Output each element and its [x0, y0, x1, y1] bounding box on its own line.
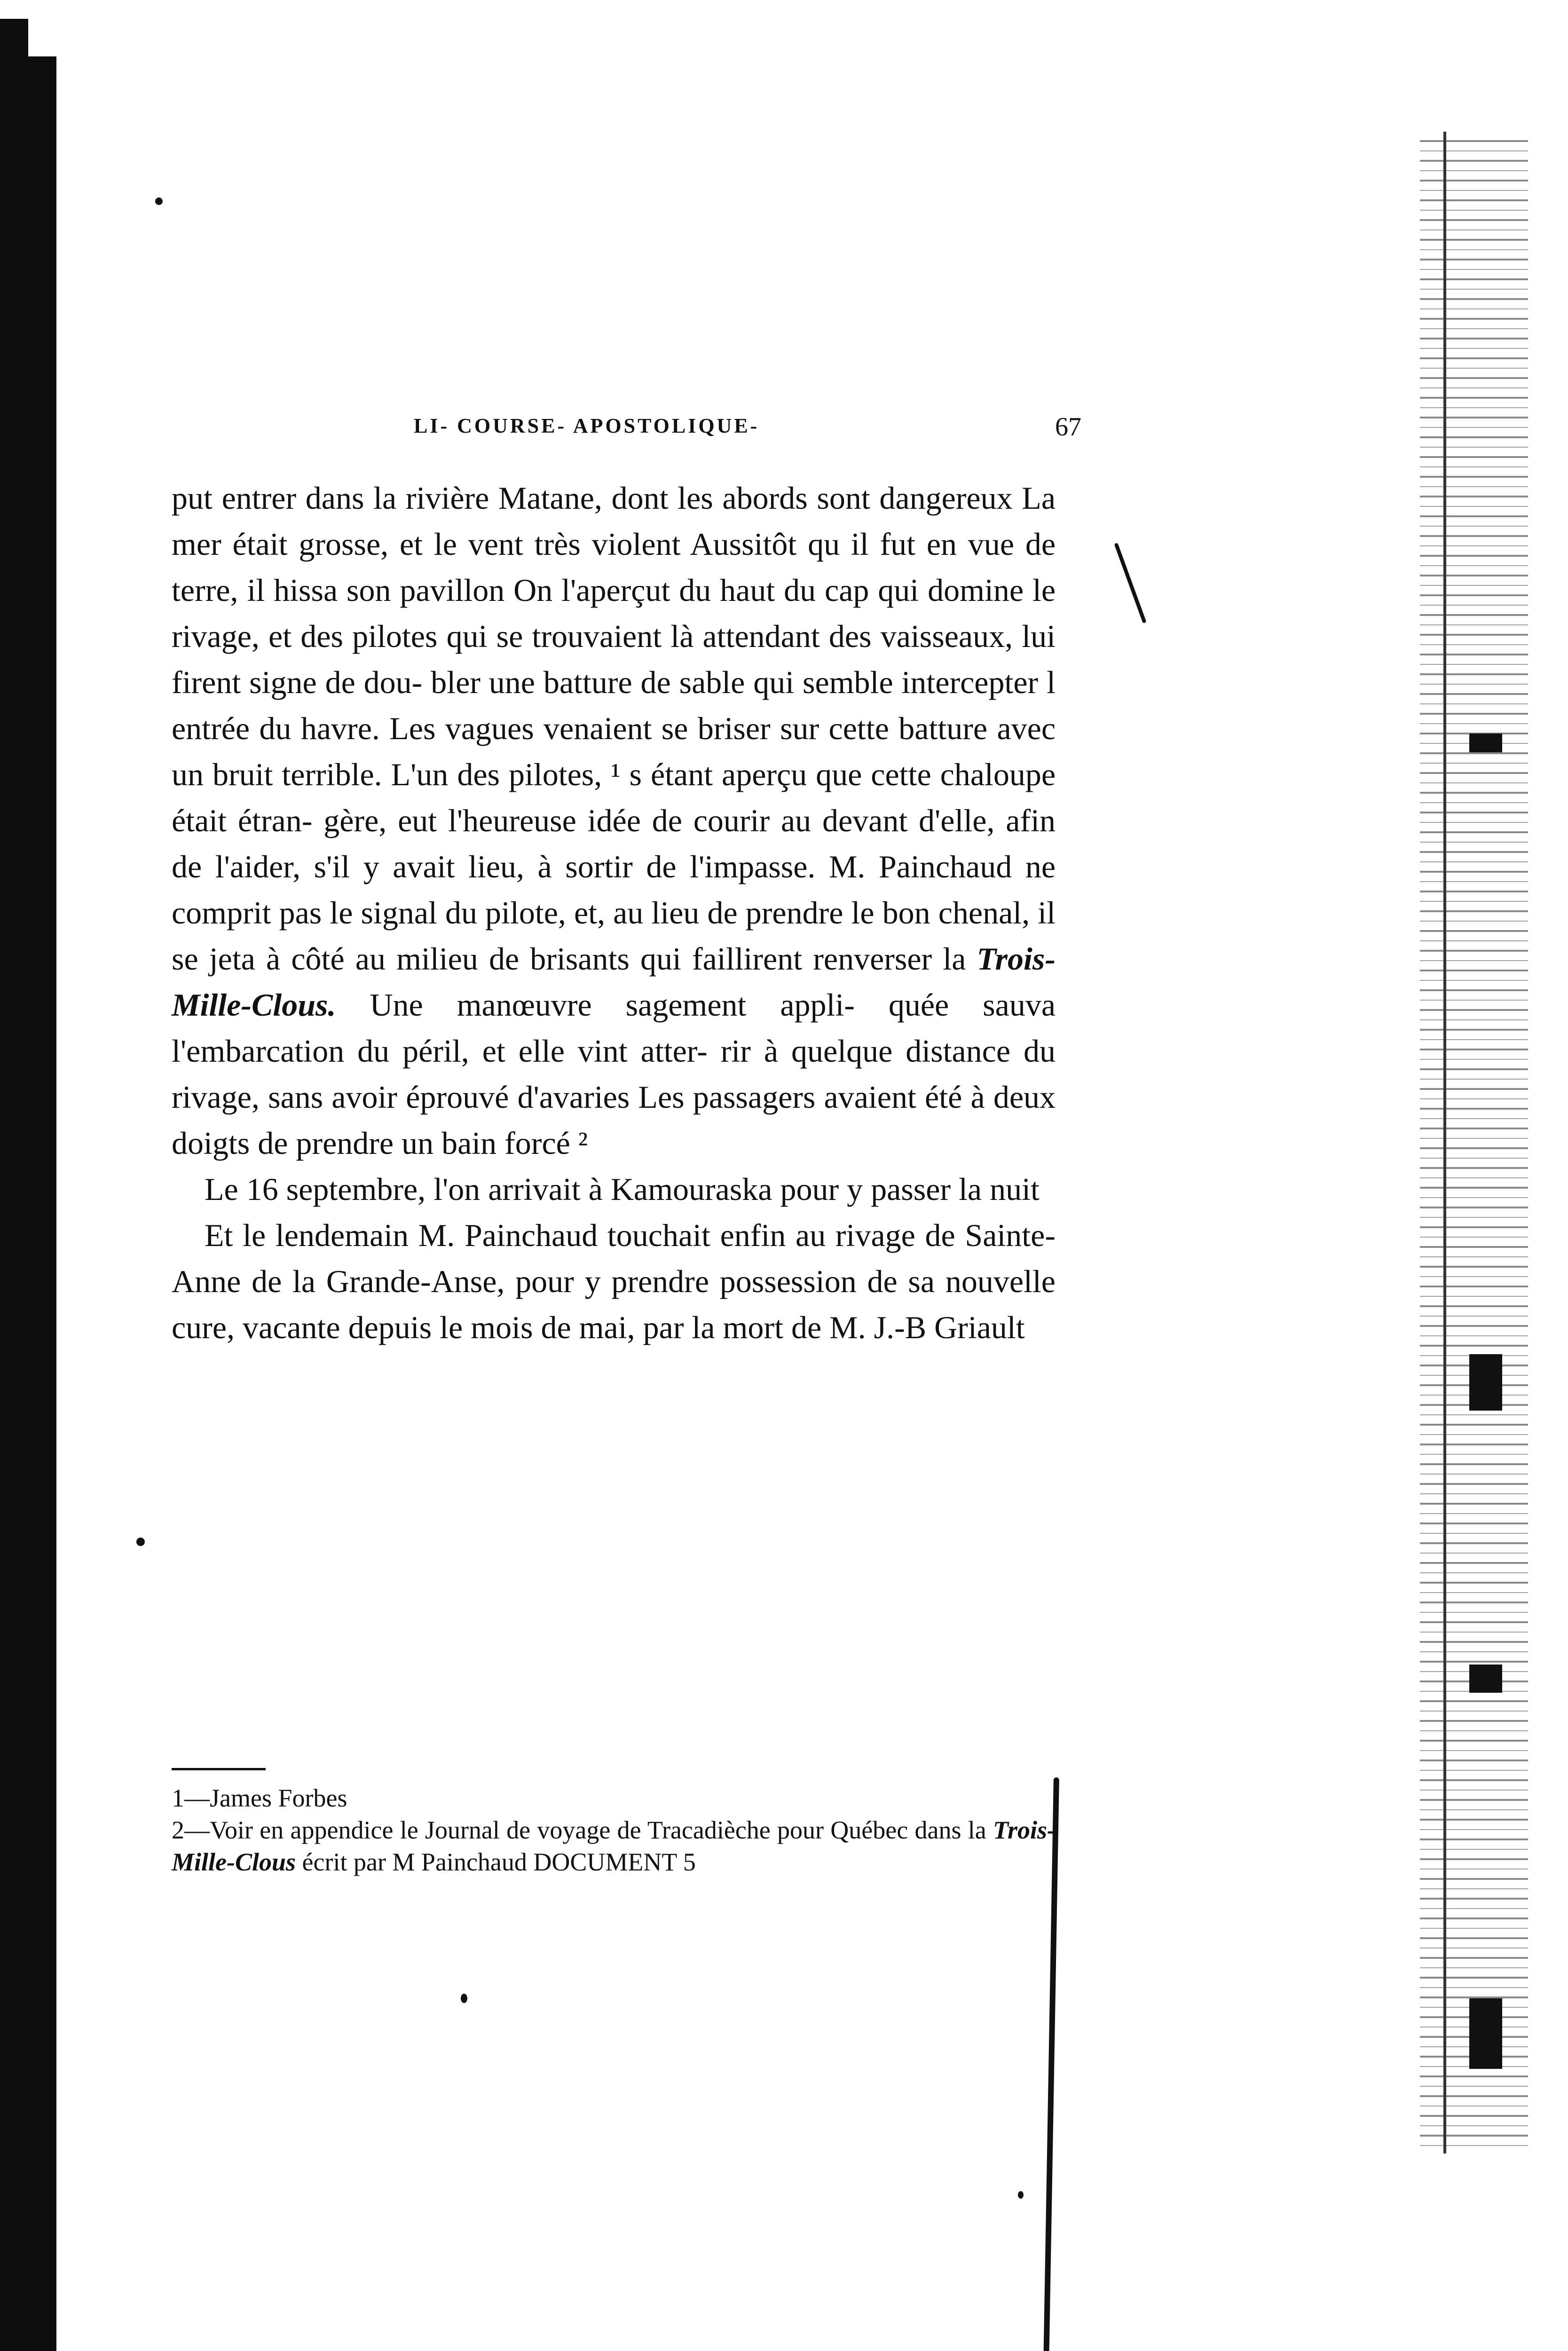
- body-line: afin de l'aider, s'il y avait lieu, à sortir de l'impasse.: [172, 803, 1056, 884]
- footnote-2: [172, 1814, 1056, 1878]
- scan-margin-block: [1469, 1998, 1502, 2069]
- body-line: quée sauva l'embarcation du péril, et elle vint atter-: [172, 987, 1056, 1069]
- body-line: l entrée du havre. Les vagues venaient se briser: [172, 664, 1056, 746]
- footnote-2-text-end: écrit par M Painchaud DOCUMENT 5: [302, 1848, 696, 1876]
- paragraph-1: [172, 475, 1056, 1166]
- paragraph-2: Le 16 septembre, l'on arrivait à Kamouraska pour y passer la nuit: [205, 1171, 1040, 1207]
- body-line: très violent Aussitôt qu il fut en vue de terre, il: [172, 526, 1056, 608]
- body-line: de prendre un bain forcé ²: [258, 1125, 588, 1161]
- body-line: d'avaries Les passagers avaient été à deux doigts: [172, 1079, 1056, 1161]
- scan-margin-block: [1469, 734, 1502, 752]
- running-head: [414, 414, 1081, 442]
- body-line: pilotes, ¹ s étant aperçu que cette chaloupe était étran-: [172, 757, 1056, 838]
- ship-name: Trois-Mille-Clous.: [172, 941, 1056, 1023]
- footnote-2-text: 2—Voir en appendice le Journal de voyage de Tracadièche pour Québec dans la: [172, 1816, 986, 1844]
- scan-margin-block: [1469, 1354, 1502, 1411]
- scan-margin-artifact: [1420, 132, 1528, 2154]
- body-line: qui domine le rivage, et des pilotes qui se trouvaient: [172, 572, 1056, 654]
- body-line: hissa son pavillon On l'aperçut du haut du cap: [274, 572, 869, 608]
- body-line: au lieu de prendre le bon chenal, il se jeta à côté: [172, 895, 1056, 977]
- ink-speck: [461, 1994, 467, 2003]
- footnote-2-ship-name: Trois-Mille-Clous: [172, 1816, 1056, 1876]
- margin-ink-stroke: [1114, 543, 1146, 623]
- body-line: au milieu de brisants qui faillirent renverser la: [355, 941, 966, 977]
- body-line: put entrer dans la rivière Matane, dont les abords: [172, 480, 808, 516]
- body-line: sur cette batture avec un bruit terrible. L'un des: [172, 710, 1056, 792]
- body-line: rir à quelque distance du rivage, sans avoir éprouvé: [172, 1033, 1056, 1115]
- scan-margin-rule: [1443, 132, 1446, 2154]
- body-line: bler une batture de sable qui semble intercepter: [431, 664, 1039, 700]
- footnote-divider: [172, 1768, 266, 1770]
- body-line: M. Painchaud ne comprit pas le signal du pilote, et,: [172, 849, 1056, 931]
- footnote-1: 1—James Forbes: [172, 1784, 347, 1812]
- running-head-title: LI‑ COURSE‑ APOSTOLIQUE‑: [414, 414, 760, 437]
- binding-edge-shadow: [0, 56, 56, 2351]
- ink-speck: [155, 197, 163, 205]
- ink-speck: [136, 1538, 145, 1546]
- scan-margin-block: [1469, 1665, 1502, 1693]
- footnotes: [172, 1782, 1056, 1878]
- binding-edge-top: [0, 19, 28, 75]
- body-line: gère, eut l'heureuse idée de courir au devant d'elle,: [323, 803, 995, 838]
- page-number: 67: [1055, 412, 1081, 442]
- body-text: [172, 475, 1056, 1350]
- body-line: sont dangereux La mer était grosse, et le vent: [172, 480, 1056, 562]
- body-line: là attendant des vaisseaux, lui firent signe de dou-: [172, 618, 1056, 700]
- ink-speck: [1018, 2191, 1024, 2199]
- body-line: Une manœuvre sagement appli-: [370, 987, 855, 1023]
- paragraph-3: Et le lendemain M. Painchaud touchait enfin au rivage de Sainte-Anne de la Grande-Anse, pour y prendre possession de sa nouvelle cure, vacante depuis le mois de mai, par la mort de M. J.-B Griault: [172, 1217, 1056, 1345]
